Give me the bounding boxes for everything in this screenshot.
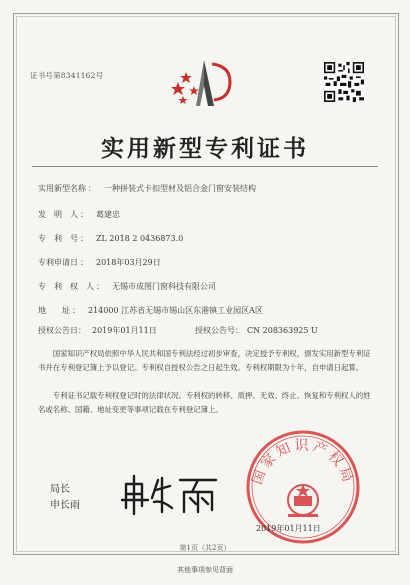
signatory-subtitle: 申长雨 bbox=[50, 500, 80, 511]
body-paragraph-1: 国家知识产权局依照中华人民共和国专利法经过初步审查，决定授予专利权，颁发实用新型专利证书并在专利登记簿上予以登记。专利权自授权公告之日起生效。专利权期限为十年，自申请日起算。 bbox=[38, 349, 371, 372]
footer-note: 其他事项参见背面 bbox=[177, 566, 233, 574]
grant-date-label: 授权公告日 bbox=[38, 326, 78, 335]
field-address: 地 址 ： 214000 江苏省无锡市锡山区东港镇工业园区A区 bbox=[38, 306, 263, 315]
grant-number-label: 授权公告号 bbox=[195, 326, 235, 335]
invention-name-label: 实用新型名称 bbox=[38, 184, 86, 193]
filing-date-label: 专利申请日 bbox=[38, 258, 78, 267]
field-invention-name: 实用新型名称 ： 一种拼装式卡扣型材及铝合金门窗安装结构 bbox=[38, 184, 256, 193]
qr-code-icon bbox=[324, 62, 364, 102]
certificate-title: 实用新型专利证书 bbox=[101, 135, 309, 162]
signature-icon bbox=[120, 472, 220, 516]
page-number: 第1页（共2页） bbox=[179, 544, 231, 552]
inventor-value: 葛建忠 bbox=[96, 210, 120, 219]
field-patent-number: 专 利 号 ： ZL 2018 2 0436873.0 bbox=[38, 234, 184, 243]
field-filing-date: 专利申请日 ： 2018年03月29日 bbox=[38, 258, 161, 267]
title-divider bbox=[32, 166, 378, 167]
seal-text: 国家知识产权局 bbox=[249, 438, 357, 487]
address-label: 地 址 bbox=[38, 306, 70, 315]
grant-number-value: CN 208363925 U bbox=[247, 326, 318, 335]
patent-number-label: 专 利 号 bbox=[38, 234, 78, 243]
grant-date-value: 2019年01月11日 bbox=[92, 326, 157, 335]
patentee-label: 专 利 权 人 bbox=[38, 282, 94, 291]
patentee-value: 无锡市成图门窗科技有限公司 bbox=[112, 282, 216, 291]
cnipa-logo-icon bbox=[168, 56, 240, 110]
field-inventor: 发 明 人 ： 葛建忠 bbox=[38, 210, 120, 219]
field-grant-date: 授权公告日： 2019年01月11日 bbox=[38, 326, 157, 335]
inventor-label: 发 明 人 bbox=[38, 210, 78, 219]
field-patentee: 专 利 权 人 ： 无锡市成图门窗科技有限公司 bbox=[38, 282, 216, 291]
body-paragraph-2: 专利证书记载专利权登记时的法律状况。专利权的转移、质押、无效、终止、恢复和专利权人的姓名或名称、国籍、地址变更等事项记载在专利登记簿上。 bbox=[38, 391, 371, 414]
patent-number-value: ZL 2018 2 0436873.0 bbox=[96, 234, 184, 243]
signatory-title: 局长 bbox=[50, 484, 70, 495]
address-value: 214000 江苏省无锡市锡山区东港镇工业园区A区 bbox=[88, 306, 263, 315]
certificate-number: 证书号第8341162号 bbox=[30, 71, 104, 80]
invention-name-value: 一种拼装式卡扣型材及铝合金门窗安装结构 bbox=[104, 184, 256, 193]
field-grant-number: 授权公告号： CN 208363925 U bbox=[195, 326, 318, 335]
seal-date: 2019年01月11日 bbox=[256, 524, 321, 533]
filing-date-value: 2018年03月29日 bbox=[96, 258, 161, 267]
